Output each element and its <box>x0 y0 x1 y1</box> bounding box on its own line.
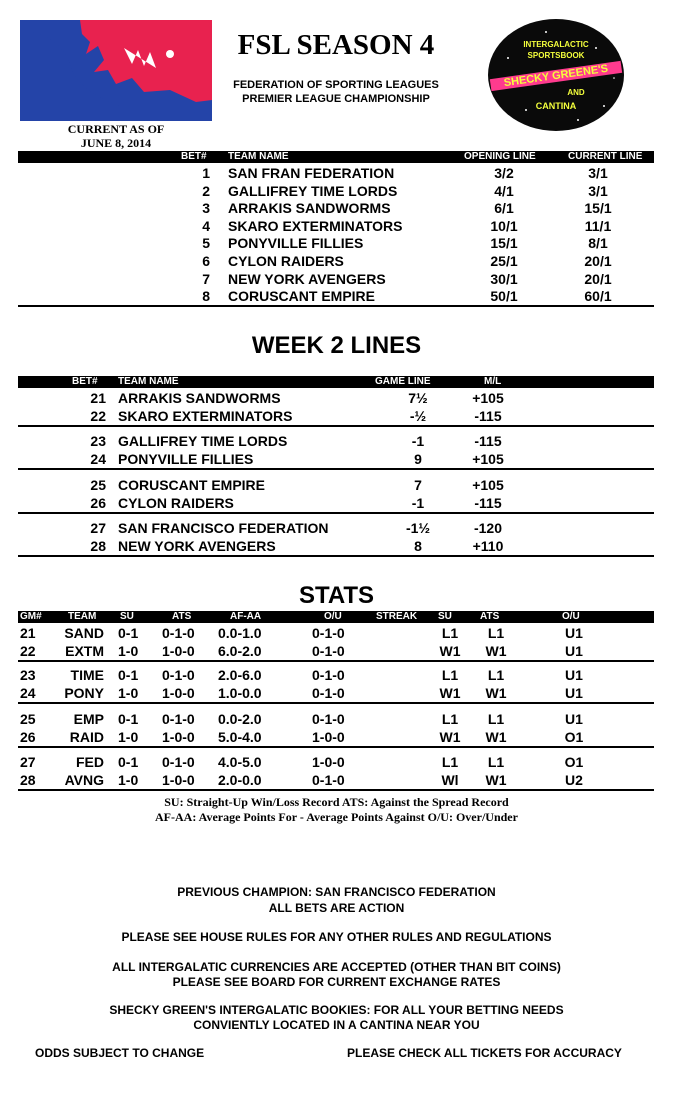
team-name: NEW YORK AVENGERS <box>118 537 276 554</box>
group-divider <box>18 789 654 791</box>
sportsbook-line3: SHECKY GREENE'S <box>490 61 622 91</box>
bet-number: 4 <box>202 217 210 234</box>
team-name: SKARO EXTERMINATORS <box>228 217 403 234</box>
table-row <box>18 450 654 468</box>
stats-col-gm: GM# <box>20 611 42 622</box>
current-line: 3/1 <box>588 182 608 199</box>
streak-su: W1 <box>439 642 461 659</box>
team-name: NEW YORK AVENGERS <box>228 270 386 287</box>
bet-number: 27 <box>90 520 106 536</box>
avg-for-against: 5.0-4.0 <box>218 728 262 745</box>
game-line: 8 <box>414 537 422 554</box>
game-number: 21 <box>20 625 36 641</box>
table-row <box>18 537 654 555</box>
table-row <box>18 753 654 771</box>
current-line: 60/1 <box>584 288 612 305</box>
team-abbr: RAID <box>69 728 104 745</box>
stats-header-bar <box>18 611 654 623</box>
sportsbook-line1: INTERGALACTIC <box>523 40 589 49</box>
table-row <box>18 519 654 537</box>
team-abbr: TIME <box>70 667 104 683</box>
current-line: 20/1 <box>584 253 612 269</box>
table-row <box>18 684 654 702</box>
opening-line: 10/1 <box>490 217 518 234</box>
team-abbr: AVNG <box>64 771 104 788</box>
current-line: 8/1 <box>588 235 608 252</box>
streak-ats: L1 <box>487 711 505 727</box>
subtitle-championship: PREMIER LEAGUE CHAMPIONSHIP <box>242 93 430 105</box>
stats-col-streak-ats: ATS <box>480 611 500 622</box>
over-under: 0-1-0 <box>312 667 345 683</box>
over-under: 0-1-0 <box>312 771 345 788</box>
team-name: SAN FRAN FEDERATION <box>228 165 395 181</box>
futures-col-current: CURRENT LINE <box>568 151 643 162</box>
streak-ats: W1 <box>485 728 507 745</box>
avg-for-against: 0.0-2.0 <box>218 711 262 727</box>
check-tickets-note: PLEASE CHECK ALL TICKETS FOR ACCURACY <box>347 1046 622 1060</box>
avg-for-against: 2.0-0.0 <box>218 771 262 788</box>
team-name: CYLON RAIDERS <box>228 253 344 269</box>
group-divider <box>18 555 654 557</box>
streak-ou: U1 <box>565 711 583 727</box>
money-line: -115 <box>474 433 502 449</box>
week2-col-team: TEAM NAME <box>118 376 179 387</box>
team-name: CYLON RAIDERS <box>118 494 234 511</box>
table-row <box>18 164 654 182</box>
stats-col-streak: STREAK <box>376 611 418 622</box>
team-abbr: EXTM <box>65 642 104 659</box>
sportsbook-logo <box>486 18 626 132</box>
week2-title: WEEK 2 LINES <box>251 332 422 359</box>
game-number: 28 <box>20 771 36 788</box>
game-line: 9 <box>414 450 422 467</box>
avg-for-against: 2.0-6.0 <box>218 667 262 683</box>
bet-number: 5 <box>202 235 210 252</box>
over-under: 1-0-0 <box>312 754 345 770</box>
opening-line: 15/1 <box>490 235 518 252</box>
red-dinosaur-logo-icon <box>20 20 212 121</box>
streak-ou: O1 <box>564 754 584 770</box>
table-row <box>18 728 654 746</box>
against-spread: 1-0-0 <box>162 771 195 788</box>
all-bets-action: ALL BETS ARE ACTION <box>268 901 405 915</box>
bet-number: 25 <box>90 477 106 493</box>
subtitle-federation: FEDERATION OF SPORTING LEAGUES <box>233 79 439 91</box>
house-rules-note: PLEASE SEE HOUSE RULES FOR ANY OTHER RULES AND REGULATIONS <box>121 930 552 944</box>
bet-number: 21 <box>90 390 106 406</box>
bet-number: 7 <box>202 270 210 287</box>
table-row <box>18 252 654 270</box>
stats-legend-2: AF-AA: Average Points For - Average Points Against O/U: Over/Under <box>155 810 518 824</box>
straight-up: 0-1 <box>118 711 139 727</box>
streak-ats: W1 <box>485 771 507 788</box>
against-spread: 1-0-0 <box>162 684 195 701</box>
table-row <box>18 476 654 494</box>
group-divider <box>18 425 654 427</box>
straight-up: 0-1 <box>118 754 139 770</box>
streak-ats: L1 <box>487 754 505 770</box>
over-under: 0-1-0 <box>312 711 345 727</box>
week2-col-bet: BET# <box>72 376 98 387</box>
game-number: 27 <box>20 754 36 770</box>
table-row <box>18 494 654 512</box>
opening-line: 25/1 <box>490 253 518 269</box>
group-divider <box>18 512 654 514</box>
table-row <box>18 287 654 305</box>
game-line: 7½ <box>408 390 428 406</box>
bet-number: 23 <box>90 433 106 449</box>
sportsbook-line4: AND <box>567 88 585 97</box>
against-spread: 0-1-0 <box>162 754 195 770</box>
table-row <box>18 199 654 217</box>
game-number: 26 <box>20 728 36 745</box>
stats-col-ats: ATS <box>172 611 192 622</box>
streak-ats: L1 <box>487 667 505 683</box>
money-line: +105 <box>472 450 504 467</box>
table-row <box>18 407 654 425</box>
streak-ats: W1 <box>485 684 507 701</box>
week2-col-line: GAME LINE <box>375 376 431 387</box>
money-line: -115 <box>474 494 502 511</box>
team-abbr: FED <box>76 754 104 770</box>
futures-header-bar <box>18 151 654 163</box>
straight-up: 1-0 <box>118 642 139 659</box>
against-spread: 1-0-0 <box>162 728 195 745</box>
streak-ou: U2 <box>565 771 583 788</box>
bookies-note-2: CONVIENTLY LOCATED IN A CANTINA NEAR YOU <box>193 1018 480 1032</box>
straight-up: 0-1 <box>118 625 139 641</box>
team-name: PONYVILLE FILLIES <box>228 235 364 252</box>
current-as-of: CURRENT AS OF <box>67 122 165 136</box>
page-title: FSL SEASON 4 <box>237 29 435 61</box>
team-name: SAN FRANCISCO FEDERATION <box>118 520 329 536</box>
table-row <box>18 234 654 252</box>
straight-up: 1-0 <box>118 684 139 701</box>
team-name: ARRAKIS SANDWORMS <box>228 200 391 217</box>
table-row <box>18 642 654 660</box>
table-row <box>18 666 654 684</box>
over-under: 0-1-0 <box>312 684 345 701</box>
streak-su: W1 <box>439 684 461 701</box>
stats-col-su: SU <box>120 611 134 622</box>
streak-su: W1 <box>439 728 461 745</box>
sportsbook-line5: CANTINA <box>535 101 577 111</box>
bet-number: 2 <box>202 182 210 199</box>
game-line: -1 <box>411 433 425 449</box>
money-line: +105 <box>472 390 504 406</box>
current-line: 15/1 <box>584 200 612 217</box>
table-row <box>18 217 654 235</box>
streak-ou: U1 <box>565 642 583 659</box>
straight-up: 0-1 <box>118 667 139 683</box>
avg-for-against: 1.0-0.0 <box>218 684 262 701</box>
bet-number: 6 <box>202 253 210 269</box>
opening-line: 30/1 <box>490 270 518 287</box>
league-logo <box>20 20 212 121</box>
table-row <box>18 270 654 288</box>
against-spread: 0-1-0 <box>162 711 195 727</box>
money-line: -115 <box>474 407 502 424</box>
streak-su: L1 <box>441 711 459 727</box>
team-name: CORUSCANT EMPIRE <box>118 477 266 493</box>
opening-line: 50/1 <box>490 288 518 305</box>
currency-note-2: PLEASE SEE BOARD FOR CURRENT EXCHANGE RATES <box>172 975 501 989</box>
game-number: 22 <box>20 642 36 659</box>
over-under: 0-1-0 <box>312 642 345 659</box>
bet-number: 24 <box>90 450 106 467</box>
against-spread: 0-1-0 <box>162 625 195 641</box>
bet-number: 22 <box>90 407 106 424</box>
team-name: CORUSCANT EMPIRE <box>228 288 376 305</box>
against-spread: 1-0-0 <box>162 642 195 659</box>
table-row <box>18 389 654 407</box>
opening-line: 6/1 <box>494 200 514 217</box>
team-abbr: SAND <box>64 625 104 641</box>
bet-number: 26 <box>90 494 106 511</box>
game-line: -½ <box>409 407 427 424</box>
against-spread: 0-1-0 <box>162 667 195 683</box>
table-row <box>18 710 654 728</box>
money-line: +110 <box>472 537 504 554</box>
table-row <box>18 432 654 450</box>
avg-for-against: 6.0-2.0 <box>218 642 262 659</box>
table-row <box>18 624 654 642</box>
team-abbr: EMP <box>73 711 104 727</box>
team-name: SKARO EXTERMINATORS <box>118 407 293 424</box>
currency-note-1: ALL INTERGALATIC CURRENCIES ARE ACCEPTED (OTHER THAN BIT COINS) <box>112 960 561 974</box>
bet-number: 3 <box>202 200 210 217</box>
previous-champion: PREVIOUS CHAMPION: SAN FRANCISCO FEDERATION <box>177 885 496 899</box>
game-number: 25 <box>20 711 36 727</box>
game-line: -1½ <box>405 520 431 536</box>
straight-up: 1-0 <box>118 771 139 788</box>
streak-su: L1 <box>441 667 459 683</box>
game-line: -1 <box>411 494 425 511</box>
stats-col-streak-su: SU <box>438 611 452 622</box>
streak-su: L1 <box>441 625 459 641</box>
stats-col-afaa: AF-AA <box>230 611 262 622</box>
team-abbr: PONY <box>64 684 104 701</box>
over-under: 0-1-0 <box>312 625 345 641</box>
current-line: 3/1 <box>588 165 608 181</box>
team-name: ARRAKIS SANDWORMS <box>118 390 281 406</box>
odds-subject-note: ODDS SUBJECT TO CHANGE <box>35 1046 205 1060</box>
current-line: 20/1 <box>584 270 612 287</box>
group-divider <box>18 660 654 662</box>
streak-su: Wl <box>441 771 459 788</box>
straight-up: 1-0 <box>118 728 139 745</box>
futures-col-bet: BET# <box>181 151 207 162</box>
bet-number: 28 <box>90 537 106 554</box>
game-number: 23 <box>20 667 36 683</box>
bet-number: 8 <box>202 288 210 305</box>
avg-for-against: 4.0-5.0 <box>218 754 262 770</box>
streak-ou: U1 <box>565 625 583 641</box>
opening-line: 3/2 <box>494 165 514 181</box>
futures-col-team: TEAM NAME <box>228 151 289 162</box>
table-row <box>18 182 654 200</box>
bet-number: 1 <box>202 165 210 181</box>
current-date: JUNE 8, 2014 <box>80 136 152 150</box>
group-divider <box>18 702 654 704</box>
money-line: -120 <box>473 520 503 536</box>
week2-header-bar <box>18 376 654 388</box>
current-line: 11/1 <box>584 217 612 234</box>
game-number: 24 <box>20 684 36 701</box>
group-divider <box>18 746 654 748</box>
streak-ats: W1 <box>485 642 507 659</box>
stats-col-ou: O/U <box>324 611 342 622</box>
futures-col-opening: OPENING LINE <box>464 151 536 162</box>
table-row <box>18 771 654 789</box>
stats-legend-1: SU: Straight-Up Win/Loss Record ATS: Against the Spread Record <box>164 795 509 809</box>
streak-ats: L1 <box>487 625 505 641</box>
stats-col-streak-ou: O/U <box>562 611 580 622</box>
bookies-note-1: SHECKY GREEN'S INTERGALATIC BOOKIES: FOR ALL YOUR BETTING NEEDS <box>109 1003 564 1017</box>
avg-for-against: 0.0-1.0 <box>218 625 262 641</box>
team-name: GALLIFREY TIME LORDS <box>118 433 288 449</box>
streak-su: L1 <box>441 754 459 770</box>
opening-line: 4/1 <box>494 182 514 199</box>
futures-bottom-rule <box>18 305 654 307</box>
over-under: 1-0-0 <box>312 728 345 745</box>
game-line: 7 <box>414 477 422 493</box>
streak-ou: U1 <box>565 667 583 683</box>
team-name: GALLIFREY TIME LORDS <box>228 182 398 199</box>
money-line: +105 <box>472 477 504 493</box>
streak-ou: U1 <box>565 684 583 701</box>
week2-col-ml: M/L <box>484 376 502 387</box>
stats-title: STATS <box>298 582 375 609</box>
team-name: PONYVILLE FILLIES <box>118 450 254 467</box>
streak-ou: O1 <box>564 728 584 745</box>
group-divider <box>18 468 654 470</box>
sportsbook-line2: SPORTSBOOK <box>527 51 585 60</box>
stats-col-team: TEAM <box>68 611 97 622</box>
